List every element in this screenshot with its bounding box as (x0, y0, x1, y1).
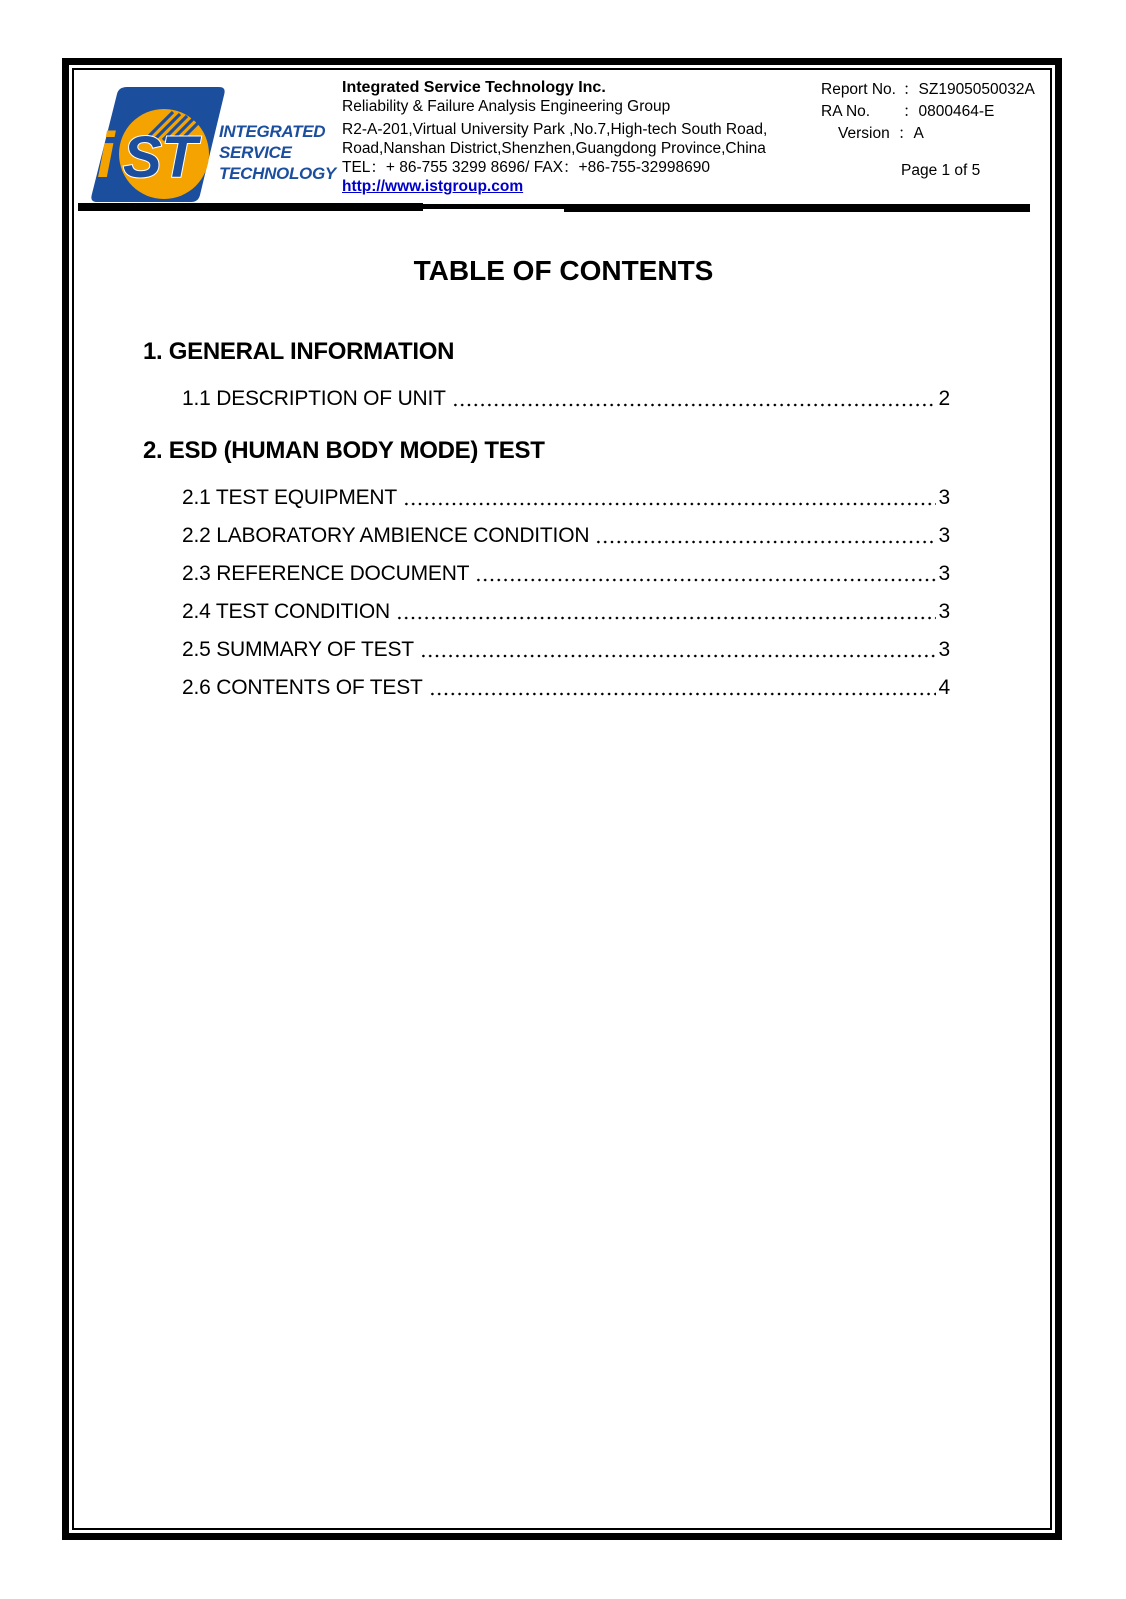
company-tel-fax: TEL：+ 86-755 3299 8696/ FAX：+86-755-32998690 (342, 159, 710, 176)
toc-entry-description-of-unit[interactable] (182, 387, 950, 411)
toc-entry-laboratory-ambience-condition[interactable] (182, 524, 950, 548)
table-of-contents (74, 212, 1050, 1528)
logo-tagline (219, 121, 344, 184)
company-address-line1: R2-A-201,Virtual University Park ,No.7,High-tech South Road, (342, 121, 768, 138)
toc-section-heading-general-information: 1. GENERAL INFORMATION (143, 338, 455, 365)
header-divider-rule (78, 203, 1030, 212)
toc-entry-page-number: 3 (938, 524, 950, 547)
dot-leader (595, 540, 935, 544)
toc-entry-label: 1.1 DESCRIPTION OF UNIT (182, 387, 446, 410)
report-no-label: Report No. (821, 81, 896, 98)
ra-no-colon: ： (903, 103, 919, 120)
toc-entry-page-number: 3 (938, 562, 950, 585)
toc-entry-page-number: 2 (938, 387, 950, 410)
toc-entry-label: 2.3 REFERENCE DOCUMENT (182, 562, 470, 585)
company-group: Reliability & Failure Analysis Engineering Group (342, 98, 671, 115)
ist-logo-icon (87, 86, 231, 203)
toc-entry-label: 2.1 TEST EQUIPMENT (182, 486, 398, 509)
tagline-line-3: TECHNOLOGY (219, 164, 336, 183)
toc-entry-summary-of-test[interactable] (182, 638, 950, 662)
toc-entry-label: 2.4 TEST CONDITION (182, 600, 390, 623)
company-website-link[interactable]: http://www.istgroup.com (342, 178, 524, 195)
company-name: Integrated Service Technology Inc. (342, 79, 606, 96)
dot-leader (396, 616, 936, 620)
toc-entry-test-equipment[interactable] (182, 486, 950, 510)
company-address-line2: Road,Nanshan District,Shenzhen,Guangdong Province,China (342, 140, 766, 157)
toc-entry-page-number: 4 (938, 676, 950, 699)
report-page-frame (62, 58, 1062, 1540)
dot-leader (475, 578, 935, 582)
toc-entry-test-condition[interactable] (182, 600, 950, 624)
company-info-block (342, 78, 782, 196)
ra-no-row (821, 101, 1041, 123)
toc-entry-label: 2.6 CONTENTS OF TEST (182, 676, 423, 699)
toc-entry-contents-of-test[interactable] (182, 676, 950, 700)
report-info-block (821, 79, 1041, 182)
toc-entry-label: 2.2 LABORATORY AMBIENCE CONDITION (182, 524, 590, 547)
page-number-label: Page 1 of 5 (901, 162, 981, 179)
report-header (74, 70, 1050, 203)
toc-entry-page-number: 3 (938, 600, 950, 623)
toc-section-heading-esd-test: 2. ESD (HUMAN BODY MODE) TEST (143, 437, 545, 464)
dot-leader (420, 654, 936, 658)
logo-st-letters: ST (123, 125, 198, 190)
toc-title: TABLE OF CONTENTS (413, 255, 714, 286)
toc-entry-label: 2.5 SUMMARY OF TEST (182, 638, 414, 661)
report-no-row (821, 79, 1041, 101)
dot-leader (429, 692, 936, 696)
report-no-colon: ： (903, 81, 919, 98)
ra-no-label: RA No. (821, 103, 871, 120)
ra-no-value: 0800464-E (918, 103, 995, 120)
version-colon: ： (898, 125, 914, 142)
report-no-value: SZ1905050032A (918, 81, 1035, 98)
tagline-line-2: SERVICE (219, 143, 292, 162)
report-page-inner-frame (72, 68, 1052, 1530)
toc-entry-reference-document[interactable] (182, 562, 950, 586)
tagline-line-1: INTEGRATED (219, 122, 326, 141)
toc-entry-page-number: 3 (938, 486, 950, 509)
dot-leader (403, 502, 936, 506)
dot-leader (452, 403, 936, 407)
toc-entry-page-number: 3 (938, 638, 950, 661)
version-value: A (913, 125, 924, 142)
logo-i-letter: i (97, 119, 115, 191)
version-label: Version (838, 125, 890, 142)
version-row (821, 123, 1041, 145)
